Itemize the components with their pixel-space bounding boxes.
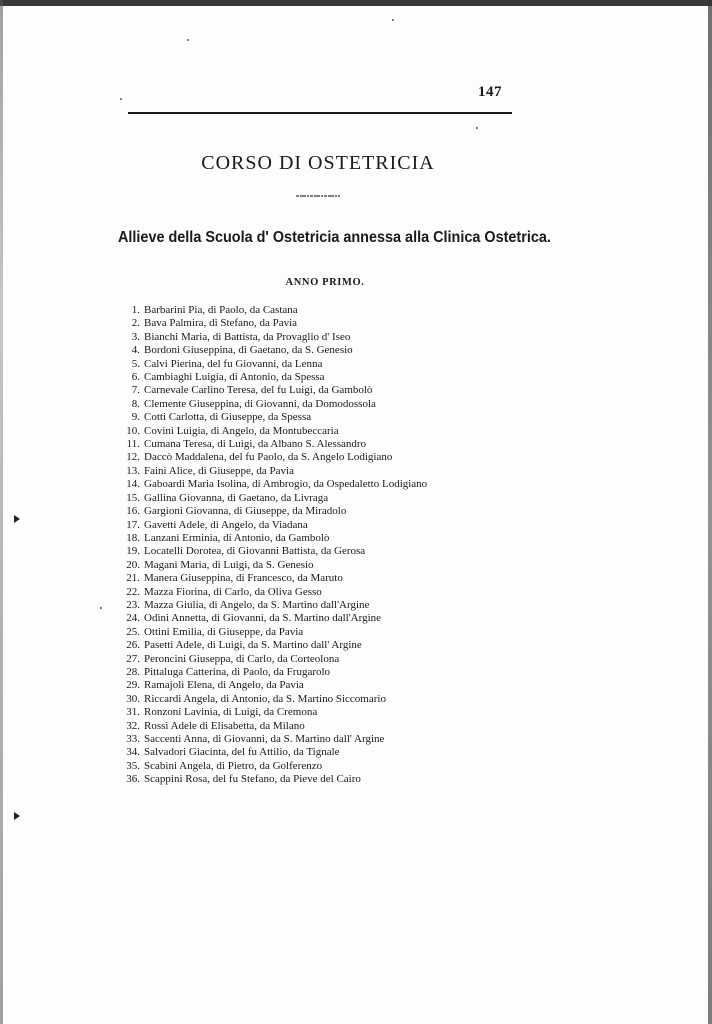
list-item-number: 8. — [131, 397, 140, 410]
list-item-text: Riccardi Angela, di Antonio, da S. Martino Siccomario — [144, 692, 386, 705]
list-item-number: 36. — [126, 773, 140, 786]
list-item-text: Scabini Angela, di Pietro, da Golferenzo — [144, 759, 323, 772]
list-item-text: Saccenti Anna, di Giovanni, da S. Martino dall' Argine — [144, 733, 385, 745]
list-item-number: 23. — [126, 598, 140, 611]
list-item-text: Gallina Giovanna, di Gaetano, da Livraga — [144, 491, 329, 504]
page-right-edge — [708, 0, 712, 1024]
list-item-text: Rossi Adele di Elisabetta, da Milano — [144, 719, 305, 732]
list-item-number: 15. — [126, 491, 140, 504]
list-item-number: 18. — [126, 531, 140, 544]
list-item — [118, 572, 538, 585]
list-item-text: Odini Annetta, di Giovanni, da S. Martino dall'Argine — [144, 612, 382, 625]
list-item-number: 7. — [131, 384, 140, 397]
list-item-number: 17. — [126, 518, 140, 531]
list-item — [118, 304, 538, 317]
list-item — [118, 720, 538, 733]
list-item-text: Bordoni Giuseppina, di Gaetano, da S. Genesio — [144, 344, 353, 357]
list-item-number: 33. — [126, 733, 140, 745]
list-item-text: Bianchi Maria, di Battista, da Provaglio d' Iseo — [144, 330, 351, 343]
list-item-text: Ramajoli Elena, di Angelo, da Pavia — [144, 679, 304, 692]
list-item-text: Pasetti Adele, di Luigi, da S. Martino dall' Argine — [144, 639, 362, 652]
year-heading: ANNO PRIMO. — [285, 277, 365, 288]
list-item-text: Carnevale Carlino Teresa, del fu Luigi, da Gambolò — [144, 384, 373, 397]
student-list — [118, 304, 538, 787]
list-item-number: 16. — [126, 505, 140, 518]
list-item — [118, 344, 538, 357]
list-item — [118, 773, 538, 786]
list-item — [118, 317, 538, 330]
list-item-text: Cumana Teresa, di Luigi, da Albano S. Alessandro — [144, 438, 367, 451]
list-item — [118, 612, 538, 625]
list-item — [118, 666, 538, 679]
list-item-text: Manera Giuseppina, di Francesco, da Maruto — [144, 572, 343, 585]
list-item-text: Clemente Giuseppina, di Giovanni, da Domodossola — [144, 397, 376, 410]
list-item-number: 9. — [131, 411, 140, 424]
list-item — [118, 331, 538, 344]
list-item-text: Cotti Carlotta, di Giuseppe, da Spessa — [144, 411, 312, 424]
list-item-number: 12. — [126, 451, 140, 464]
list-item-number: 29. — [126, 679, 140, 692]
section-title: CORSO DI OSTETRICIA — [201, 152, 435, 174]
paper-speck — [476, 127, 478, 129]
list-item — [118, 586, 538, 599]
list-item-number: 25. — [126, 625, 140, 638]
list-item — [118, 384, 538, 397]
paper-speck — [392, 19, 394, 21]
list-item — [118, 505, 538, 518]
list-item-text: Magani Maria, di Luigi, da S. Genesio — [144, 558, 314, 571]
list-item-number: 24. — [126, 612, 140, 625]
list-item — [118, 425, 538, 438]
margin-marker — [14, 812, 20, 820]
list-item — [118, 478, 538, 491]
list-item-text: Pittaluga Catterina, di Paolo, da Frugarolo — [144, 665, 331, 678]
list-item-text: Locatelli Dorotea, di Giovanni Battista, da Gerosa — [144, 545, 366, 558]
paper-speck — [100, 607, 102, 609]
list-item-number: 6. — [131, 371, 140, 384]
list-item-number: 14. — [126, 478, 140, 491]
list-item-text: Ronzoni Lavinia, di Luigi, da Cremona — [144, 706, 318, 719]
list-item — [118, 545, 538, 558]
list-item — [118, 358, 538, 371]
list-item-text: Faini Alice, di Giuseppe, da Pavia — [144, 464, 294, 477]
list-item — [118, 371, 538, 384]
list-item — [118, 411, 538, 424]
paper-speck — [120, 98, 122, 100]
list-item — [118, 465, 538, 478]
list-item-text: Calvi Pierina, del fu Giovanni, da Lenna — [144, 357, 323, 370]
list-item-text: Gavetti Adele, di Angelo, da Viadana — [144, 518, 308, 531]
list-item — [118, 746, 538, 759]
list-item-number: 20. — [126, 558, 140, 571]
ornament-divider — [296, 194, 340, 198]
list-item — [118, 519, 538, 532]
list-item — [118, 706, 538, 719]
list-item-number: 34. — [126, 746, 140, 759]
list-item — [118, 599, 538, 612]
list-item-number: 11. — [126, 438, 140, 451]
list-item-text: Peroncini Giuseppa, di Carlo, da Corteolona — [144, 652, 340, 665]
list-item — [118, 532, 538, 545]
list-item-number: 22. — [126, 585, 140, 598]
list-item-text: Lanzani Erminia, di Antonio, da Gambolò — [144, 531, 330, 544]
paper-speck — [187, 39, 189, 41]
margin-marker — [14, 515, 20, 523]
list-item-number: 26. — [126, 639, 140, 652]
list-item-number: 35. — [126, 759, 140, 772]
list-item-number: 21. — [126, 572, 140, 585]
list-item-number: 19. — [126, 545, 140, 558]
list-item-number: 28. — [126, 665, 140, 678]
list-item — [118, 626, 538, 639]
list-item — [118, 639, 538, 652]
list-item-number: 2. — [131, 317, 140, 330]
list-item-number: 4. — [131, 344, 140, 357]
list-item-text: Bava Palmira, di Stefano, da Pavia — [144, 317, 298, 330]
list-item — [118, 438, 538, 451]
list-item — [118, 653, 538, 666]
list-item — [118, 679, 538, 692]
list-item-number: 1. — [131, 304, 140, 316]
page-number: 147 — [478, 84, 502, 100]
list-item — [118, 451, 538, 464]
list-item-text: Barbarini Pia, di Paolo, da Castana — [144, 304, 298, 316]
list-item-number: 5. — [131, 357, 140, 370]
list-item-text: Mazza Fiorina, di Carlo, da Oliva Gesso — [144, 585, 322, 598]
list-item-number: 10. — [126, 424, 140, 437]
list-item-text: Salvadori Giacinta, del fu Attilio, da Tignale — [144, 746, 340, 759]
list-item-text: Daccò Maddalena, del fu Paolo, da S. Angelo Lodigiano — [144, 451, 393, 464]
list-item-text: Scappini Rosa, del fu Stefano, da Pieve del Cairo — [144, 773, 361, 786]
list-item-number: 31. — [126, 706, 140, 719]
header-rule — [128, 112, 512, 114]
list-item-text: Mazza Giulia, di Angelo, da S. Martino dall'Argine — [144, 598, 370, 611]
list-item-text: Cambiaghi Luigia, di Antonio, da Spessa — [144, 371, 325, 384]
list-item — [118, 492, 538, 505]
list-item-number: 13. — [126, 464, 140, 477]
list-item — [118, 733, 538, 746]
list-item-text: Gargioni Giovanna, di Giuseppe, da Miradolo — [144, 505, 347, 518]
list-item-number: 3. — [131, 330, 140, 343]
list-item — [118, 760, 538, 773]
page-top-edge — [0, 0, 712, 6]
list-item — [118, 693, 538, 706]
list-item-text: Gaboardi Maria Isolina, di Ambrogio, da Ospedaletto Lodigiano — [144, 478, 428, 491]
list-item-text: Ottini Emilia, di Giuseppe, da Pavia — [144, 625, 304, 638]
list-item-number: 30. — [126, 692, 140, 705]
list-item-text: Covini Luigia, di Angelo, da Montubeccaria — [144, 424, 339, 437]
list-item — [118, 559, 538, 572]
list-item-number: 32. — [126, 719, 140, 732]
list-item-number: 27. — [126, 652, 140, 665]
subtitle: Allieve della Scuola d' Ostetricia annessa alla Clinica Ostetrica. — [118, 229, 551, 246]
list-item — [118, 398, 538, 411]
